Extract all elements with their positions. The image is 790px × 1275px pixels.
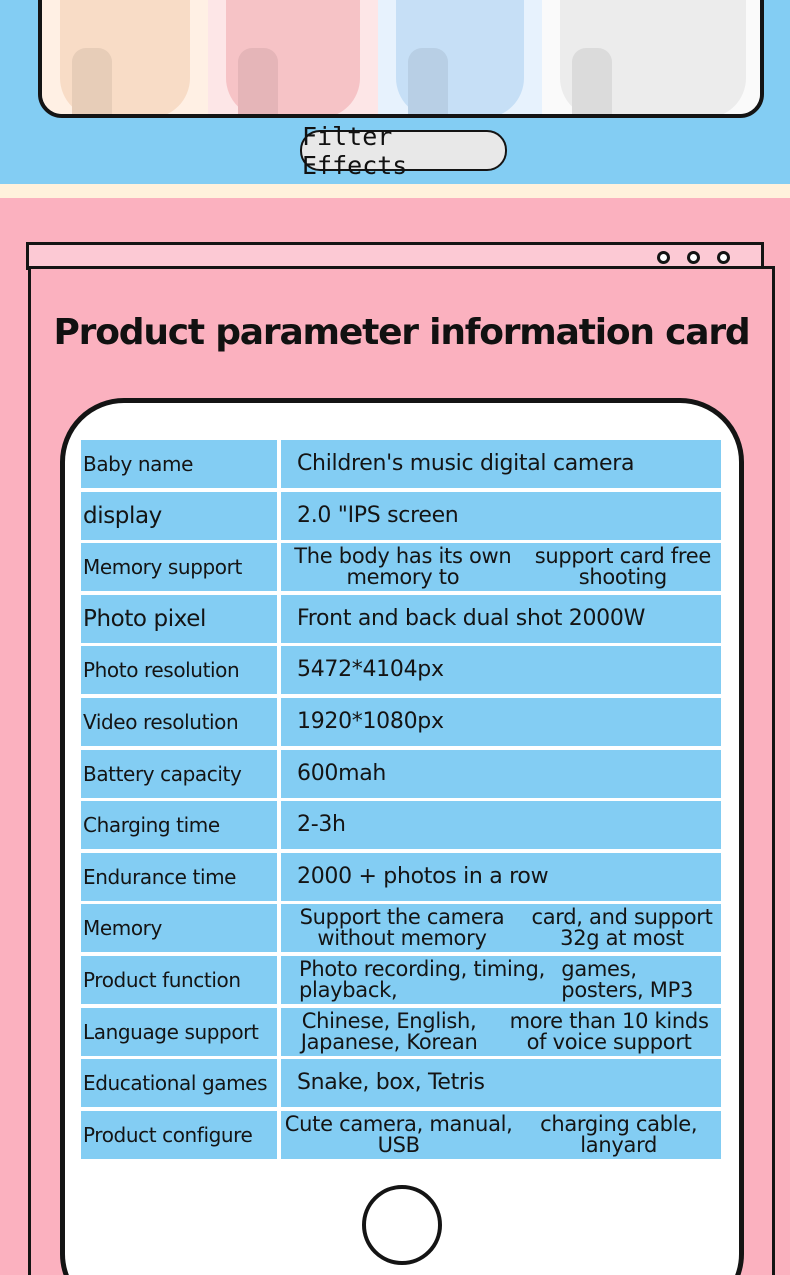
spec-value-line: 2.0 "IPS screen xyxy=(297,503,459,528)
spec-label: Baby name xyxy=(81,440,277,488)
spec-row xyxy=(81,904,721,954)
mono-filter-preview xyxy=(542,0,764,118)
spec-value xyxy=(281,543,721,591)
phone-home-button-icon xyxy=(362,1185,442,1265)
spec-value-line: card, and support 32g at most xyxy=(531,905,713,950)
spec-row xyxy=(81,440,721,490)
spec-value-line: 1920*1080px xyxy=(297,709,444,734)
arm-image xyxy=(572,48,612,118)
spec-row xyxy=(81,801,721,851)
filter-effects-badge: Filter Effects xyxy=(300,130,507,171)
spec-value xyxy=(281,595,721,643)
spec-value-line: games, posters, MP3 xyxy=(561,957,694,1002)
spec-row xyxy=(81,646,721,696)
spec-value-line: Children's music digital camera xyxy=(297,451,635,476)
spec-row xyxy=(81,698,721,748)
spec-value xyxy=(281,1059,721,1107)
spec-value-line: Chinese, English, Japanese, Korean xyxy=(300,1009,478,1054)
spec-label: Photo pixel xyxy=(81,595,277,643)
window-dot-icon xyxy=(717,251,730,264)
spec-label: Photo resolution xyxy=(81,646,277,694)
blue-filter-preview xyxy=(378,0,542,118)
spec-value xyxy=(281,801,721,849)
spec-label: Charging time xyxy=(81,801,277,849)
spec-row xyxy=(81,853,721,903)
spec-value xyxy=(281,440,721,488)
spec-value-line: The body has its own memory to xyxy=(294,544,512,589)
pink-filter-preview xyxy=(208,0,378,118)
spec-value-line: 2000 + photos in a row xyxy=(297,864,549,889)
warm-filter-preview xyxy=(42,0,208,118)
filter-preview-band xyxy=(0,0,790,184)
spec-label: Product function xyxy=(81,956,277,1004)
spec-row xyxy=(81,595,721,645)
spec-label: Educational games xyxy=(81,1059,277,1107)
spec-value-line: support card free shooting xyxy=(534,544,711,589)
spec-value xyxy=(281,1008,721,1056)
spec-value xyxy=(281,853,721,901)
spec-label: display xyxy=(81,492,277,540)
spec-row xyxy=(81,956,721,1006)
spec-value-line: charging cable, lanyard xyxy=(540,1112,698,1157)
spec-value xyxy=(281,904,721,952)
spec-label: Battery capacity xyxy=(81,750,277,798)
spec-value xyxy=(281,492,721,540)
spec-label: Endurance time xyxy=(81,853,277,901)
arm-image xyxy=(238,48,278,118)
spec-value-line: 5472*4104px xyxy=(297,657,444,682)
spec-value xyxy=(281,646,721,694)
spec-value-line: Front and back dual shot 2000W xyxy=(297,606,646,631)
divider-band xyxy=(0,184,790,198)
arm-image xyxy=(72,48,112,118)
spec-value-line: Cute camera, manual, USB xyxy=(284,1112,513,1157)
spec-row xyxy=(81,1059,721,1109)
spec-label: Memory support xyxy=(81,543,277,591)
spec-value-line: more than 10 kinds of voice support xyxy=(509,1009,709,1054)
spec-row xyxy=(81,1008,721,1058)
spec-value-line: Photo recording, timing, playback, xyxy=(299,957,545,1002)
window-dot-icon xyxy=(657,251,670,264)
spec-label: Memory xyxy=(81,904,277,952)
spec-label: Language support xyxy=(81,1008,277,1056)
card-title: Product parameter information card xyxy=(53,312,750,353)
spec-label: Product configure xyxy=(81,1111,277,1159)
window-dot-icon xyxy=(687,251,700,264)
spec-value-line: Snake, box, Tetris xyxy=(297,1070,485,1095)
spec-row xyxy=(81,543,721,593)
spec-value xyxy=(281,1111,721,1159)
spec-value xyxy=(281,750,721,798)
spec-value-line: 2-3h xyxy=(297,812,346,837)
arm-image xyxy=(408,48,448,118)
spec-label: Video resolution xyxy=(81,698,277,746)
spec-value-line: Support the camera without memory xyxy=(299,905,505,950)
spec-value xyxy=(281,698,721,746)
filter-preview-frame xyxy=(38,0,764,118)
spec-value-line: 600mah xyxy=(297,761,387,786)
spec-value xyxy=(281,956,721,1004)
spec-row xyxy=(81,1111,721,1161)
spec-row xyxy=(81,492,721,542)
spec-row xyxy=(81,750,721,800)
